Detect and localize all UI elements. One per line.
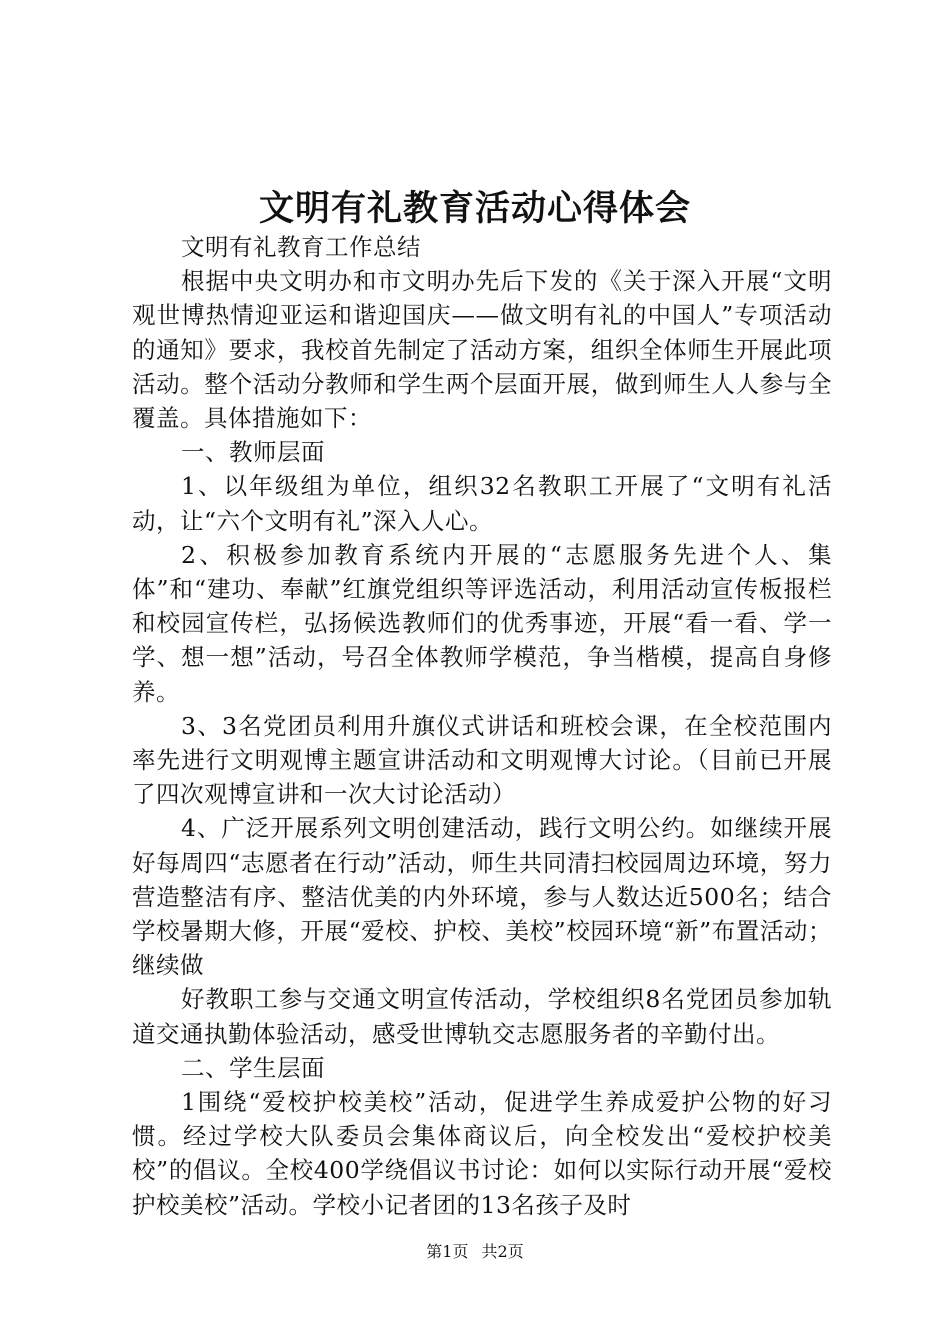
document-body [132, 230, 832, 1222]
paragraph-student-item-1: 1围绕“爱校护校美校”活动，促进学生养成爱护公物的好习惯。经过学校大队委员会集体商议后，向全校发出“爱校护校美校”的倡议。全校400学绕倡议书讨论：如何以实际行动开展“爱校护校美校”活动。学校小记者团的13名孩子及时 [132, 1088, 832, 1219]
paragraph-teacher-item-3: 3、3名党团员利用升旗仪式讲话和班校会课，在全校范围内率先进行文明观博主题宣讲活动和文明观博大讨论。（目前已开展了四次观博宣讲和一次大讨论活动） [132, 711, 832, 809]
page-number: 第1页 [426, 1242, 469, 1261]
paragraph-teacher-item-4-cont: 好教职工参与交通文明宣传活动，学校组织8名党团员参加轨道交通执勤体验活动，感受世博轨交志愿服务者的辛勤付出。 [132, 985, 832, 1048]
section-heading-students: 二、学生层面 [181, 1053, 325, 1082]
paragraph-subtitle: 文明有礼教育工作总结 [181, 233, 421, 261]
page-footer [0, 1241, 950, 1263]
paragraph-teacher-item-4: 4、广泛开展系列文明创建活动，践行文明公约。如继续开展好每周四“志愿者在行动”活动，师生共同清扫校园周边环境，努力营造整洁有序、整洁优美的内外环境，参与人数达近500名；结合学校暑期大修，开展“爱校、护校、美校”校园环境“新”布置活动；继续做 [132, 814, 832, 980]
paragraph-intro: 根据中央文明办和市文明办先后下发的《关于深入开展“文明观世博热情迎亚运和谐迎国庆——做文明有礼的中国人”专项活动的通知》要求，我校首先制定了活动方案，组织全体师生开展此项活动。整个活动分教师和学生两个层面开展，做到师生人人参与全覆盖。具体措施如下： [132, 267, 832, 433]
paragraph-teacher-item-2: 2、积极参加教育系统内开展的“志愿服务先进个人、集体”和“建功、奉献”红旗党组织等评选活动，利用活动宣传板报栏和校园宣传栏，弘扬候选教师们的优秀事迹，开展“看一看、学一学、想一想”活动，号召全体教师学模范，争当楷模，提高自身修养。 [132, 540, 832, 706]
section-heading-teachers: 一、教师层面 [181, 438, 325, 467]
document-title: 文明有礼教育活动心得体会 [258, 188, 691, 229]
page-total: 共2页 [481, 1242, 524, 1261]
paragraph-teacher-item-1: 1、以年级组为单位，组织32名教职工开展了“文明有礼活动，让“六个文明有礼”深入人心。 [132, 472, 832, 535]
